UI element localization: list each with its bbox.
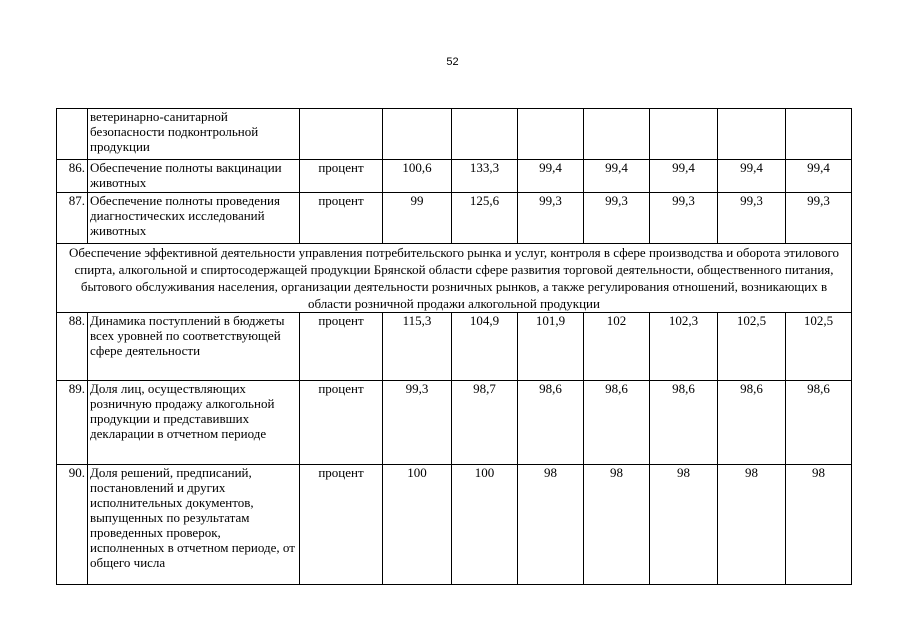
value-cell: 98,6 <box>786 381 852 465</box>
section-heading: Обеспечение эффективной деятельности управления потребительского рынка и услуг, контроля в сфере производства и оборота этилового спирта, алкогольной и спиртосодержащей продукции Брянской области сфере развития торговой деятельности, общественного питания, бытового обслуживания населения, организации деятельности розничных рынков, а также регулирования отношений, возникающих в области розничной продажи алкогольной продукции <box>57 244 852 313</box>
value-cell: 133,3 <box>452 160 518 193</box>
value-cell: 98,6 <box>584 381 650 465</box>
value-cell: 125,6 <box>452 193 518 244</box>
value-cell: 102,3 <box>650 313 718 381</box>
row-number: 89. <box>57 381 88 465</box>
row-number: 87. <box>57 193 88 244</box>
table-row <box>57 313 852 381</box>
value-cell <box>518 109 584 160</box>
unit-cell: процент <box>300 381 383 465</box>
value-cell <box>452 109 518 160</box>
value-cell: 99,3 <box>383 381 452 465</box>
value-cell <box>650 109 718 160</box>
value-cell: 98 <box>518 465 584 585</box>
value-cell: 99,3 <box>584 193 650 244</box>
section-row <box>57 244 852 313</box>
table-row <box>57 109 852 160</box>
value-cell: 102 <box>584 313 650 381</box>
value-cell <box>584 109 650 160</box>
unit-cell: процент <box>300 160 383 193</box>
value-cell: 98,7 <box>452 381 518 465</box>
indicator-name: Динамика поступлений в бюджеты всех уровней по соответствующей сфере деятельности <box>88 313 300 381</box>
table-row <box>57 160 852 193</box>
table-row <box>57 193 852 244</box>
value-cell: 101,9 <box>518 313 584 381</box>
value-cell: 99,3 <box>518 193 584 244</box>
value-cell: 100,6 <box>383 160 452 193</box>
indicator-name: ветеринарно-санитарной безопасности подконтрольной продукции <box>88 109 300 160</box>
value-cell: 99,4 <box>718 160 786 193</box>
unit-cell: процент <box>300 465 383 585</box>
unit-cell: процент <box>300 193 383 244</box>
row-number: 88. <box>57 313 88 381</box>
value-cell: 99,4 <box>650 160 718 193</box>
value-cell: 102,5 <box>718 313 786 381</box>
value-cell <box>786 109 852 160</box>
value-cell: 98 <box>786 465 852 585</box>
unit-cell: процент <box>300 313 383 381</box>
value-cell: 98 <box>650 465 718 585</box>
row-number <box>57 109 88 160</box>
indicator-name: Доля решений, предписаний, постановлений и других исполнительных документов, выпущенных по результатам проведенных проверок, исполненных в отчетном периоде, от общего числа <box>88 465 300 585</box>
value-cell <box>718 109 786 160</box>
value-cell: 99,3 <box>718 193 786 244</box>
value-cell <box>383 109 452 160</box>
value-cell: 98,6 <box>518 381 584 465</box>
table-row <box>57 465 852 585</box>
indicator-name: Доля лиц, осуществляющих розничную продажу алкогольной продукции и представивших декларации в отчетном периоде <box>88 381 300 465</box>
value-cell: 98 <box>718 465 786 585</box>
unit-cell <box>300 109 383 160</box>
indicator-name: Обеспечение полноты вакцинации животных <box>88 160 300 193</box>
value-cell: 104,9 <box>452 313 518 381</box>
value-cell: 100 <box>452 465 518 585</box>
value-cell: 99,4 <box>584 160 650 193</box>
value-cell: 99,3 <box>650 193 718 244</box>
value-cell: 102,5 <box>786 313 852 381</box>
indicator-name: Обеспечение полноты проведения диагностических исследований животных <box>88 193 300 244</box>
row-number: 86. <box>57 160 88 193</box>
value-cell: 115,3 <box>383 313 452 381</box>
value-cell: 98,6 <box>718 381 786 465</box>
value-cell: 100 <box>383 465 452 585</box>
value-cell: 99,4 <box>786 160 852 193</box>
table-row <box>57 381 852 465</box>
value-cell: 98 <box>584 465 650 585</box>
value-cell: 99 <box>383 193 452 244</box>
value-cell: 99,3 <box>786 193 852 244</box>
value-cell: 98,6 <box>650 381 718 465</box>
row-number: 90. <box>57 465 88 585</box>
indicators-table <box>56 108 852 585</box>
page-number: 52 <box>446 56 459 68</box>
value-cell: 99,4 <box>518 160 584 193</box>
